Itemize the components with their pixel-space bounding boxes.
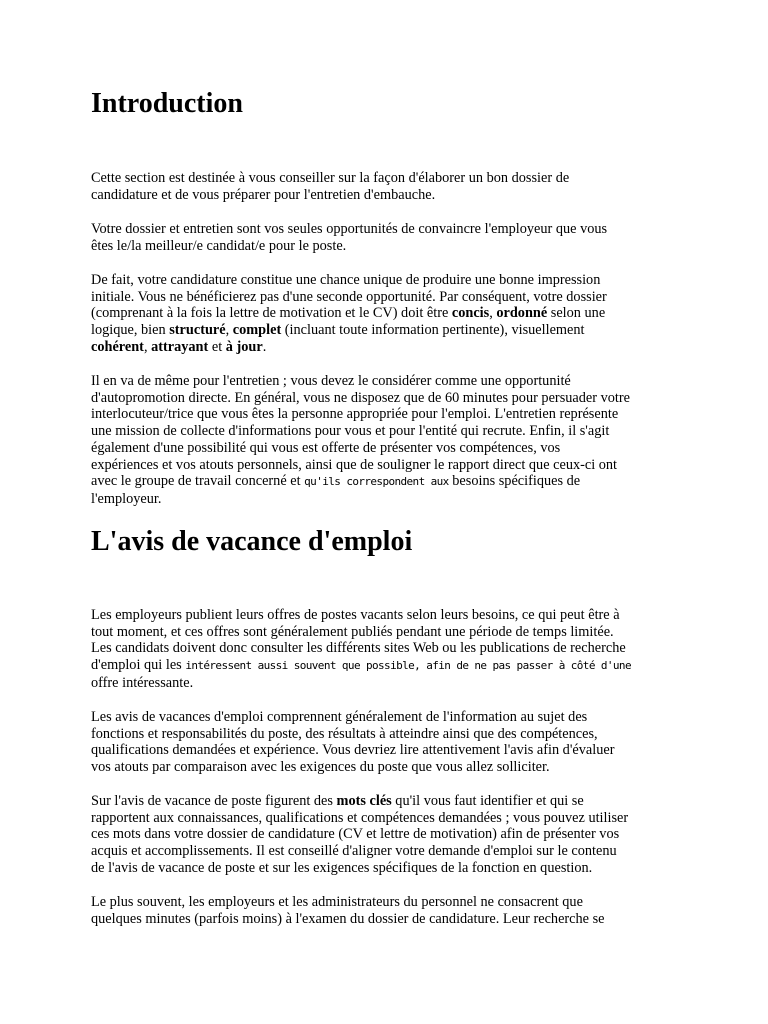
paragraph-intro-2 bbox=[91, 221, 691, 254]
text-segment: besoins spécifiques de bbox=[448, 473, 581, 490]
text-line bbox=[91, 473, 691, 491]
bold-term: complet bbox=[232, 322, 282, 339]
paragraph-avis-1 bbox=[91, 607, 691, 692]
bold-term: concis bbox=[451, 305, 490, 322]
text-line: Le plus souvent, les employeurs et les administrateurs du personnel ne consacrent que bbox=[91, 894, 583, 910]
text-line bbox=[91, 305, 691, 322]
text-line: l'employeur. bbox=[91, 490, 162, 507]
text-line: De fait, votre candidature constitue une chance unique de produire une bonne impression bbox=[91, 272, 601, 288]
text-line: Il en va de même pour l'entretien ; vous devez le considérer comme une opportunité bbox=[91, 373, 571, 389]
paragraph-intro-3 bbox=[91, 272, 691, 356]
paragraph-avis-2 bbox=[91, 709, 691, 776]
text-line: êtes le/la meilleur/e candidat/e pour le poste. bbox=[91, 237, 347, 254]
text-line bbox=[91, 322, 691, 339]
text-line: expériences et vos atouts personnels, ainsi que de souligner le rapport direct que ceux-ci ont bbox=[91, 456, 618, 473]
text-line bbox=[91, 793, 691, 810]
text-line: fonctions et responsabilités du poste, des résultats à atteindre ainsi que des compétences, bbox=[91, 725, 598, 742]
bold-term: cohérent bbox=[91, 338, 144, 355]
heading-introduction: Introduction bbox=[91, 88, 243, 119]
text-segment: (comprenant à la fois la lettre de motivation et le CV) doit être bbox=[91, 305, 452, 322]
text-line: quelques minutes (parfois moins) à l'examen du dossier de candidature. Leur recherche se bbox=[91, 910, 605, 927]
paragraph-intro-1 bbox=[91, 170, 691, 203]
text-segment: , bbox=[489, 305, 497, 322]
text-line: Les candidats doivent donc consulter les différents sites Web ou les publications de recherche bbox=[91, 640, 626, 657]
text-line: offre intéressante. bbox=[91, 674, 194, 691]
heading-avis-vacance: L'avis de vacance d'emploi bbox=[91, 526, 413, 557]
bold-term: structuré bbox=[169, 322, 226, 339]
bold-term: à jour bbox=[225, 338, 263, 355]
bold-term: mots clés bbox=[336, 793, 392, 809]
text-line: qualifications demandées et expérience. Vous devriez lire attentivement l'avis afin d'évaluer bbox=[91, 742, 615, 759]
paragraph-intro-4 bbox=[91, 373, 691, 508]
text-line: Votre dossier et entretien sont vos seules opportunités de convaincre l'employeur que vous bbox=[91, 221, 608, 237]
text-segment: (incluant toute information pertinente), visuellement bbox=[281, 322, 585, 339]
text-line: initiale. Vous ne bénéficierez pas d'une seconde opportunité. Par conséquent, votre dossier bbox=[91, 288, 607, 305]
text-segment: Sur l'avis de vacance de poste figurent des bbox=[91, 793, 337, 809]
text-line bbox=[91, 339, 691, 356]
text-line: Cette section est destinée à vous conseiller sur la façon d'élaborer un bon dossier de bbox=[91, 170, 570, 186]
text-segment: , bbox=[143, 338, 152, 355]
text-line: d'autopromotion directe. En général, vous ne disposez que de 60 minutes pour persuader votre bbox=[91, 389, 630, 406]
text-line: également d'une possibilité qui vous est offerte de présenter vos compétences, vos bbox=[91, 439, 561, 456]
text-line: ces mots dans votre dossier de candidature (CV et lettre de motivation) afin de présenter vos bbox=[91, 826, 620, 843]
text-segment: , bbox=[225, 322, 233, 339]
text-segment: et bbox=[208, 338, 226, 355]
text-line: de l'avis de vacance de poste et sur les exigences spécifiques de la fonction en question. bbox=[91, 859, 593, 876]
text-line: rapportent aux connaissances, qualifications et compétences demandées ; vous pouvez utiliser bbox=[91, 809, 629, 826]
paragraph-avis-3 bbox=[91, 793, 691, 877]
text-line: interlocuteur/trice que vous êtes la personne appropriée pour l'emploi. L'entretien représente bbox=[91, 406, 619, 423]
text-line bbox=[91, 657, 691, 675]
text-segment: d'emploi qui les bbox=[91, 657, 186, 674]
text-segment: avec le groupe de travail concerné et bbox=[91, 473, 305, 490]
paragraph-avis-4 bbox=[91, 894, 691, 927]
text-segment-mono: intéressent aussi souvent que possible, afin de ne pas passer à côté d'une bbox=[185, 659, 631, 673]
text-segment: qu'il vous faut identifier et qui se bbox=[391, 793, 584, 809]
text-line: Les avis de vacances d'emploi comprennent généralement de l'information au sujet des bbox=[91, 709, 588, 725]
text-line: une mission de collecte d'informations pour vous et pour l'entité qui recrute. Enfin, il s'agit bbox=[91, 423, 610, 440]
text-segment: logique, bien bbox=[91, 322, 170, 339]
text-line: vos atouts par comparaison avec les exigences du poste que vous allez solliciter. bbox=[91, 759, 550, 776]
text-line: Les employeurs publient leurs offres de postes vacants selon leurs besoins, ce qui peut être à bbox=[91, 607, 620, 623]
text-line: tout moment, et ces offres sont généralement publiés pendant une période de temps limitée. bbox=[91, 623, 614, 640]
bold-term: ordonné bbox=[496, 305, 548, 322]
text-line: acquis et accomplissements. Il est conseillé d'aligner votre demande d'emploi sur le contenu bbox=[91, 843, 617, 860]
bold-term: attrayant bbox=[151, 338, 209, 355]
text-line: candidature et de vous préparer pour l'entretien d'embauche. bbox=[91, 186, 436, 203]
text-segment: selon une bbox=[547, 305, 606, 322]
text-segment-mono: qu'ils correspondent aux bbox=[304, 475, 449, 489]
text-segment: . bbox=[262, 338, 267, 355]
